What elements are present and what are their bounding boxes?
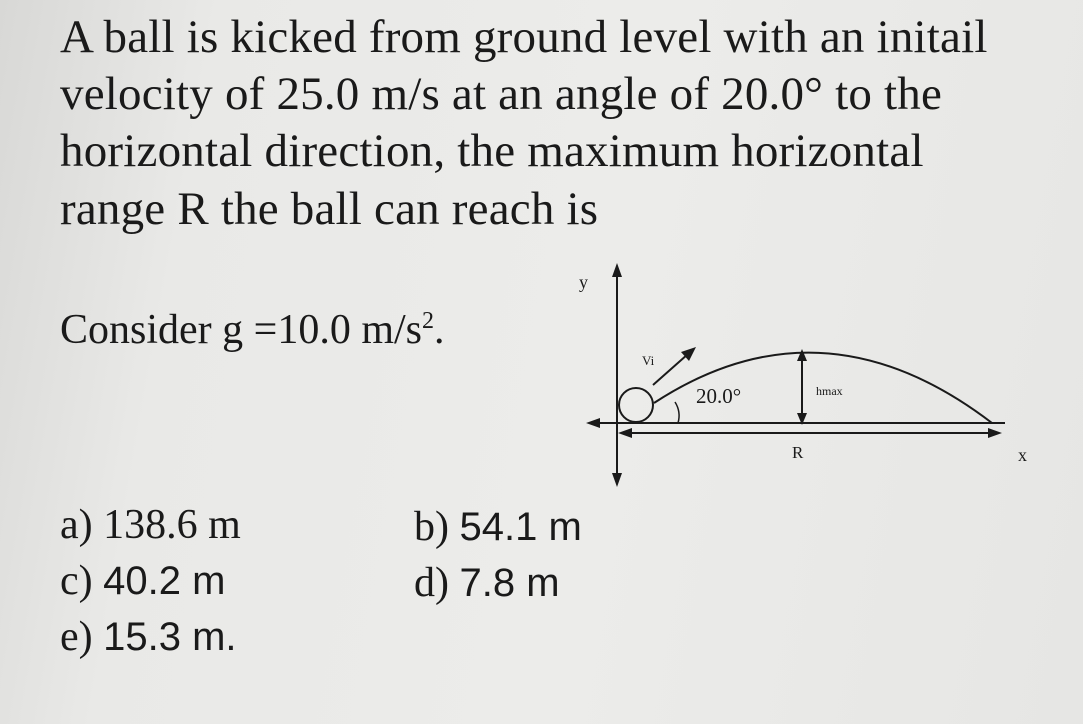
- range-label: R: [792, 443, 804, 462]
- question-line-4: range R the ball can reach is: [60, 183, 599, 235]
- option-b-value: 54.1 m: [459, 505, 582, 549]
- range-arrowhead-left: [618, 428, 632, 438]
- x-axis-arrowhead-left: [586, 418, 600, 428]
- projectile-diagram: [560, 255, 1040, 495]
- option-e[interactable]: [60, 616, 237, 658]
- option-c[interactable]: [60, 560, 225, 602]
- given-gravity-exponent: 2: [422, 308, 435, 334]
- y-axis-arrowhead-bottom: [612, 473, 622, 487]
- ball-icon: [619, 388, 653, 422]
- initial-velocity-label: Vi: [642, 353, 655, 368]
- initial-velocity-arrow: [653, 354, 688, 385]
- given-gravity-period: .: [434, 307, 445, 353]
- option-b[interactable]: [414, 506, 582, 548]
- option-a-value: 138.6 m: [103, 502, 241, 548]
- option-c-letter: c): [60, 558, 93, 604]
- option-c-value: 40.2 m: [103, 559, 226, 603]
- question-line-2: velocity of 25.0 m/s at an angle of 20.0° to the: [60, 68, 943, 120]
- range-arrowhead-right: [988, 428, 1002, 438]
- option-d[interactable]: [414, 562, 560, 604]
- option-e-value: 15.3 m.: [103, 615, 237, 659]
- question-line-1: A ball is kicked from ground level with an initail: [60, 11, 988, 63]
- question-line-3: horizontal direction, the maximum horizontal: [60, 125, 924, 177]
- option-e-letter: e): [60, 614, 93, 660]
- given-gravity: [60, 306, 445, 354]
- given-gravity-text: Consider g =10.0 m/s: [60, 307, 423, 353]
- angle-label: 20.0°: [696, 384, 742, 408]
- angle-arc: [675, 402, 679, 423]
- y-axis-arrowhead-top: [612, 263, 622, 277]
- option-b-letter: b): [414, 504, 449, 550]
- option-d-letter: d): [414, 560, 449, 606]
- option-d-value: 7.8 m: [459, 561, 560, 605]
- option-a[interactable]: [60, 504, 241, 546]
- option-a-letter: a): [60, 502, 93, 548]
- max-height-label: hmax: [816, 384, 843, 398]
- y-axis-label: y: [579, 272, 588, 292]
- x-axis-label: x: [1018, 445, 1027, 465]
- max-height-arrowhead-top: [797, 349, 807, 361]
